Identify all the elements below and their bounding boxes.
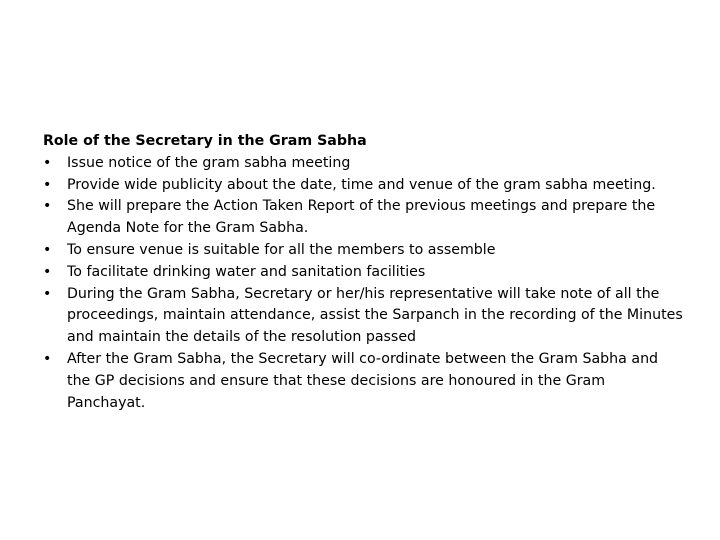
bullet-icon: •	[43, 241, 52, 258]
list-item	[43, 153, 683, 175]
slide-heading: Role of the Secretary in the Gram Sabha	[43, 133, 367, 149]
bullet-icon: •	[43, 198, 52, 215]
list-item-text: Issue notice of the gram sabha meeting	[67, 154, 351, 171]
bullet-icon: •	[43, 263, 52, 280]
bullet-icon: •	[43, 350, 52, 367]
list-item-text: After the Gram Sabha, the Secretary will co-ordinate between the Gram Sabha and the GP decisions and ensure that these decisions are honoured in the Gram Panchayat.	[67, 350, 659, 411]
list-item	[43, 349, 683, 414]
list-item	[43, 240, 683, 262]
list-item-text: To facilitate drinking water and sanitation facilities	[67, 263, 426, 280]
list-item-text: She will prepare the Action Taken Report of the previous meetings and prepare the Agenda Note for the Gram Sabha.	[67, 198, 656, 237]
bullet-icon: •	[43, 154, 52, 171]
list-item	[43, 196, 683, 240]
list-item	[43, 175, 683, 197]
bullet-icon: •	[43, 285, 52, 302]
list-item	[43, 284, 683, 349]
slide-body	[43, 131, 683, 414]
list-item-text: To ensure venue is suitable for all the members to assemble	[67, 241, 496, 258]
list-item-text: Provide wide publicity about the date, time and venue of the gram sabha meeting.	[67, 176, 656, 193]
bullet-list	[43, 153, 683, 415]
list-item	[43, 262, 683, 284]
list-item-text: During the Gram Sabha, Secretary or her/his representative will take note of all the proceedings, maintain attendance, assist the Sarpanch in the recording of the Minutes and maintain the details of the resolution passed	[67, 285, 683, 346]
bullet-icon: •	[43, 176, 52, 193]
